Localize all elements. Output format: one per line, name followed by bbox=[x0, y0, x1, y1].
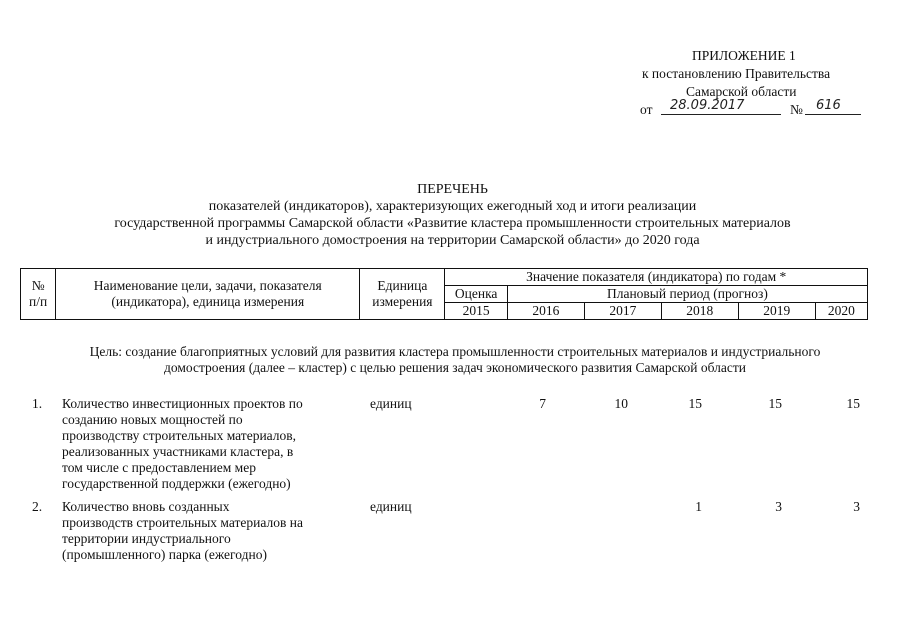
row-1-name bbox=[62, 396, 362, 492]
year-2016: 2016 bbox=[507, 303, 584, 320]
row-1-name-line: Количество инвестиционных проектов по bbox=[62, 396, 303, 411]
col-no-line-1: № bbox=[31, 278, 45, 293]
year-2019: 2019 bbox=[738, 303, 815, 320]
row-2-name-line: производств строительных материалов на bbox=[62, 515, 303, 530]
estimate-header: Оценка bbox=[445, 286, 507, 303]
row-1-name-line: государственной поддержки (ежегодно) bbox=[62, 476, 291, 491]
row-2-name-line: Количество вновь созданных bbox=[62, 499, 230, 514]
row-1-value-2017: 10 bbox=[614, 396, 628, 411]
row-2-value-2018: 1 bbox=[695, 499, 702, 514]
handwritten-number: 616 bbox=[816, 98, 841, 113]
date-label: от bbox=[640, 102, 653, 117]
col-no-line-2: п/п bbox=[29, 294, 48, 309]
row-1-name-line: производству строительных материалов, bbox=[62, 428, 297, 443]
plan-header: Плановый период (прогноз) bbox=[507, 286, 867, 303]
col-unit-line-1: Единица bbox=[377, 278, 428, 293]
col-unit-header bbox=[360, 269, 445, 320]
year-2018: 2018 bbox=[661, 303, 738, 320]
appendix-line-2: Самарской области bbox=[686, 84, 797, 99]
number-label: № bbox=[790, 102, 803, 117]
values-title: Значение показателя (индикатора) по годам * bbox=[445, 269, 868, 286]
col-unit-line-2: измерения bbox=[372, 294, 433, 309]
row-1-value-2016: 7 bbox=[539, 396, 546, 411]
row-2-name-line: территории индустриального bbox=[62, 531, 231, 546]
row-1-name-line: созданию новых мощностей по bbox=[62, 412, 243, 427]
col-name-line-2: (индикатора), единица измерения bbox=[111, 294, 305, 309]
row-2-number: 2. bbox=[32, 499, 43, 514]
row-1-name-line: том числе с предоставлением мер bbox=[62, 460, 256, 475]
year-2020: 2020 bbox=[815, 303, 867, 320]
year-2015: 2015 bbox=[445, 303, 507, 320]
row-1-name-line: реализованных участниками кластера, в bbox=[62, 444, 294, 459]
row-1-value-2018: 15 bbox=[688, 396, 702, 411]
indicator-table-header bbox=[20, 268, 868, 320]
col-no-header bbox=[21, 269, 56, 320]
row-1-unit: единиц bbox=[370, 396, 412, 411]
goal-line-2: домостроения (далее – кластер) с целью решения задач экономического развития Самарской области bbox=[163, 360, 746, 375]
col-name-line-1: Наименование цели, задачи, показателя bbox=[93, 278, 322, 293]
col-name-header bbox=[56, 269, 360, 320]
row-1-number: 1. bbox=[32, 396, 43, 411]
row-2-value-2020: 3 bbox=[853, 499, 860, 514]
appendix-line-1: к постановлению Правительства bbox=[642, 66, 831, 81]
row-1-value-2020: 15 bbox=[846, 396, 860, 411]
row-2-name bbox=[62, 499, 362, 563]
row-2-name-line: (промышленного) парка (ежегодно) bbox=[62, 547, 267, 562]
row-1-value-2019: 15 bbox=[768, 396, 782, 411]
heading-line-2: государственной программы Самарской области «Развитие кластера промышленности строительных материалов bbox=[114, 216, 791, 231]
row-2-value-2019: 3 bbox=[775, 499, 782, 514]
row-2-unit: единиц bbox=[370, 499, 412, 514]
date-underline bbox=[661, 114, 781, 115]
number-underline bbox=[805, 114, 861, 115]
list-title: ПЕРЕЧЕНЬ bbox=[417, 182, 488, 197]
heading-line-3: и индустриального домостроения на территории Самарской области» до 2020 года bbox=[205, 233, 700, 248]
goal-line-1: Цель: создание благоприятных условий для развития кластера промышленности строительных материалов и индустриального bbox=[89, 344, 821, 359]
heading-line-1: показателей (индикаторов), характеризующих ежегодный ход и итоги реализации bbox=[208, 199, 697, 214]
year-2017: 2017 bbox=[584, 303, 661, 320]
handwritten-date: 28.09.2017 bbox=[670, 98, 745, 113]
appendix-title: ПРИЛОЖЕНИЕ 1 bbox=[692, 48, 796, 63]
